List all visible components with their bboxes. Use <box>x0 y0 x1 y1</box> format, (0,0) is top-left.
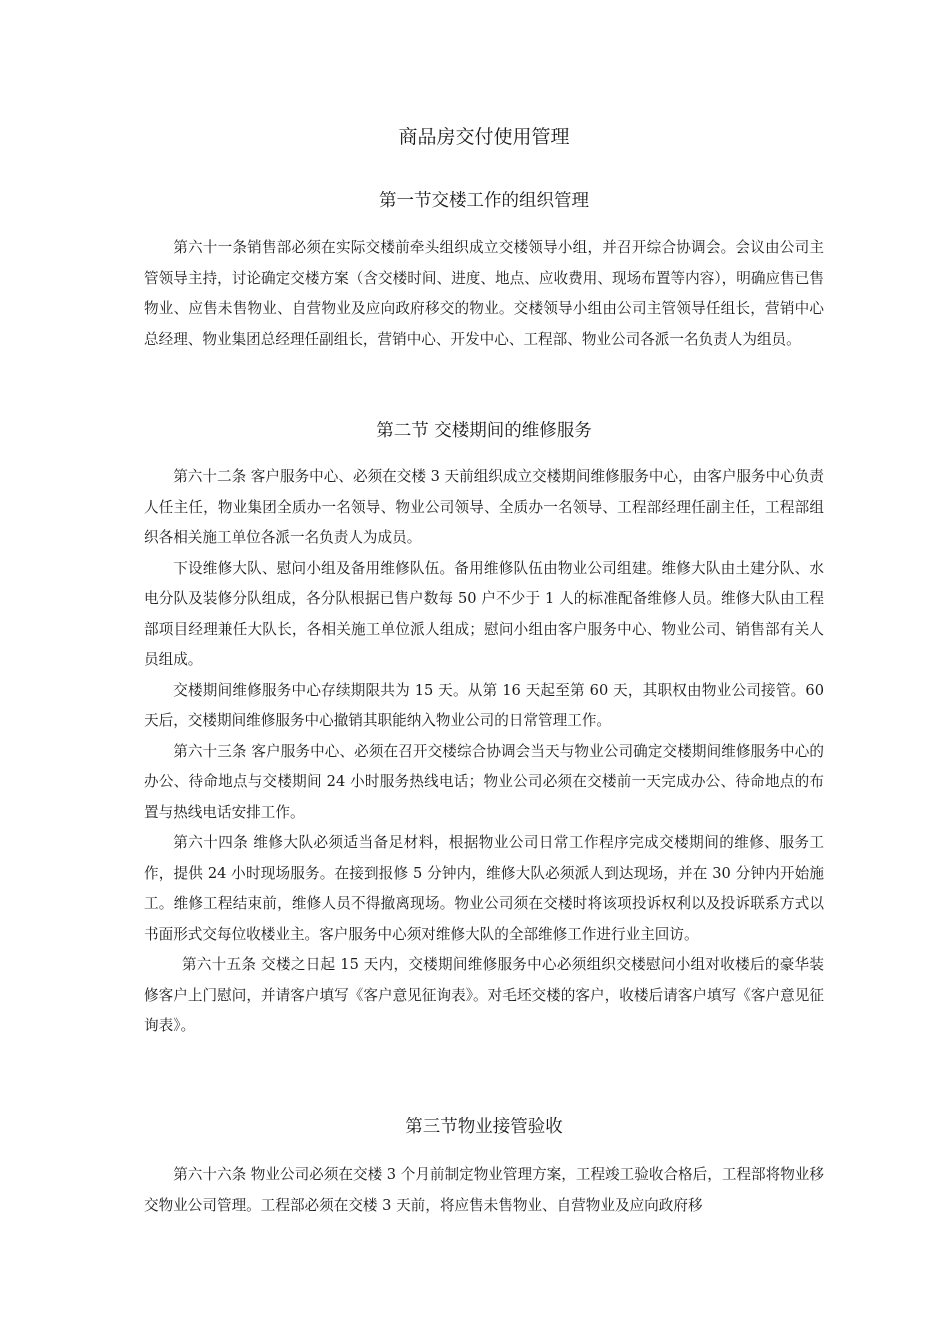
paragraph: 第六十二条 客户服务中心、必须在交楼 3 天前组织成立交楼期间维修服务中心，由客户服务中心负责人任主任，物业集团全质办一名领导、物业公司领导、全质办一名领导、工程部经理任副主任，工程部组织各相关施工单位各派一名负责人为成员。 <box>144 468 824 546</box>
paragraph: 第六十五条 交楼之日起 15 天内，交楼期间维修服务中心必须组织交楼慰问小组对收楼后的豪华装修客户上门慰问，并请客户填写《客户意见征询表》。对毛坯交楼的客户，收楼后请客户填写《客户意见征询表》。 <box>144 956 824 1034</box>
paragraph: 下设维修大队、慰问小组及备用维修队伍。备用维修队伍由物业公司组建。维修大队由土建分队、水电分队及装修分队组成，各分队根据已售户数每 50 户不少于 1 人的标准配备维修人员。维修大队由工程部项目经理兼任大队长，各相关施工单位派人组成；慰问小组由客户服务中心、物业公司、销售部有关人员组成。 <box>144 559 824 668</box>
section-2-body <box>144 462 824 1042</box>
section-1-body <box>144 233 824 355</box>
section-3-body <box>144 1160 824 1221</box>
paragraph: 第六十六条 物业公司必须在交楼 3 个月前制定物业管理方案，工程竣工验收合格后，工程部将物业移交物业公司管理。工程部必须在交楼 3 天前，将应售未售物业、自营物业及应向政府移 <box>144 1166 824 1214</box>
document-title: 商品房交付使用管理 <box>398 126 570 148</box>
section-heading-1: 第一节交楼工作的组织管理 <box>379 191 589 211</box>
paragraph: 第六十三条 客户服务中心、必须在召开交楼综合协调会当天与物业公司确定交楼期间维修服务中心的办公、待命地点与交楼期间 24 小时服务热线电话；物业公司必须在交楼前一天完成办公、待命地点的布置与热线电话安排工作。 <box>144 742 824 821</box>
paragraph: 第六十四条 维修大队必须适当备足材料，根据物业公司日常工作程序完成交楼期间的维修、服务工作，提供 24 小时现场服务。在接到报修 5 分钟内，维修大队必须派人到达现场，并在 30 分钟内开始施工。维修工程结束前，维修人员不得撤离现场。物业公司须在交楼时将该项投诉权利以及投诉联系方式以书面形式交每位收楼业主。客户服务中心须对维修大队的全部维修工作进行业主回访。 <box>144 834 824 943</box>
paragraph: 第六十一条销售部必须在实际交楼前牵头组织成立交楼领导小组，并召开综合协调会。会议由公司主管领导主持，讨论确定交楼方案（含交楼时间、进度、地点、应收费用、现场布置等内容），明确应售已售物业、应售未售物业、自营物业及应向政府移交的物业。交楼领导小组由公司主管领导任组长，营销中心总经理、物业集团总经理任副组长，营销中心、开发中心、工程部、物业公司各派一名负责人为组员。 <box>144 239 824 348</box>
paragraph: 交楼期间维修服务中心存续期限共为 15 天。从第 16 天起至第 60 天，其职权由物业公司接管。60 天后，交楼期间维修服务中心撤销其职能纳入物业公司的日常管理工作。 <box>144 681 824 729</box>
section-heading-3: 第三节物业接管验收 <box>405 1117 563 1137</box>
section-heading-2: 第二节 交楼期间的维修服务 <box>376 421 592 441</box>
